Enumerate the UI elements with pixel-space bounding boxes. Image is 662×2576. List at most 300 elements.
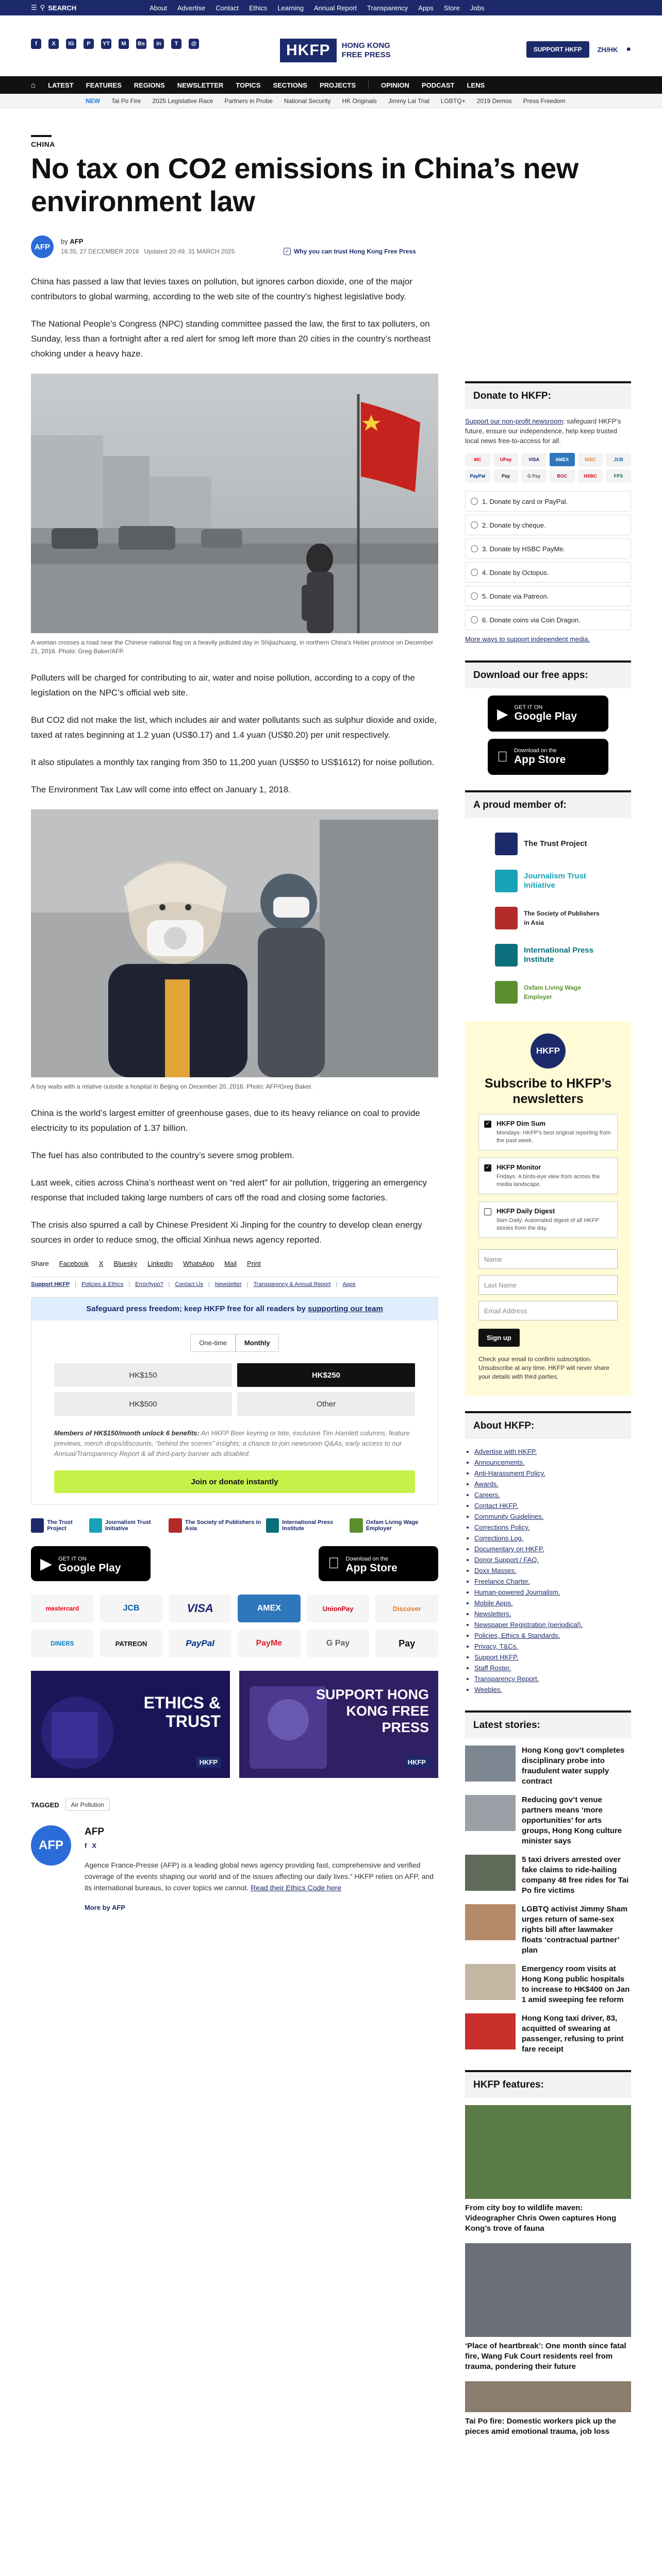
article-category[interactable]: CHINA — [31, 140, 55, 148]
newsletter-option-dim-sum[interactable] — [478, 1114, 618, 1150]
about-link[interactable]: • Donor Support / FAQ. — [474, 1554, 631, 1565]
article-body — [31, 274, 438, 1928]
latest-story[interactable] — [465, 1964, 631, 2005]
story-title: LGBTQ activist Jimmy Sham urges return of same-sex rights bill after lawmaker floats ‘contractual partner’ plan — [522, 1905, 628, 1955]
about-link[interactable]: • Newsletters. — [474, 1608, 631, 1619]
share-label: Share — [31, 1260, 49, 1267]
nav-divider — [368, 81, 369, 89]
jti-logo[interactable] — [89, 1518, 169, 1533]
sidebar — [465, 381, 631, 2446]
donate-option-cheque[interactable] — [465, 515, 631, 535]
trending-item[interactable]: HK Originals — [342, 97, 377, 105]
donate-options — [465, 491, 631, 630]
story-thumbnail — [465, 1855, 516, 1891]
author-name[interactable]: AFP — [70, 238, 84, 245]
apple-icon — [328, 1555, 340, 1572]
about-link[interactable]: • Advertise with HKFP. — [474, 1446, 631, 1457]
youtube-icon[interactable]: YT — [101, 39, 111, 49]
about-link[interactable]: • Community Guidelines. — [474, 1511, 631, 1522]
about-link[interactable]: • Corrections Log. — [474, 1533, 631, 1544]
threads-icon[interactable]: P — [84, 39, 94, 49]
logo-line-2: FREE PRESS — [341, 50, 391, 59]
nav-item-sections[interactable]: SECTIONS — [273, 81, 307, 89]
share-bar — [31, 1260, 438, 1267]
mastercard-icon: mastercard — [31, 1595, 94, 1622]
author-social — [85, 1842, 96, 1850]
logo-label: Oxfam Living Wage Employer — [366, 1519, 419, 1532]
nav-item-podcast[interactable]: PODCAST — [421, 81, 455, 89]
author-line — [61, 238, 83, 245]
app-badges — [31, 1546, 438, 1581]
separator: | — [168, 1281, 170, 1287]
about-link[interactable]: • Mobile Apps. — [474, 1598, 631, 1608]
newsletter-option-daily-digest[interactable] — [478, 1201, 618, 1238]
donate-intro-text: : safeguard HKFP’s future, ensure our independence, help keep trusted local news free-to-access for all. — [465, 417, 621, 445]
support-hkfp-banner[interactable] — [239, 1671, 438, 1778]
separator: | — [75, 1281, 77, 1287]
article-paragraph: The fuel has also contributed to the country’s severe smog problem. — [31, 1150, 294, 1160]
donate-option-label: 1. Donate by card or PayPal. — [482, 497, 568, 505]
nav-item-newsletter[interactable]: NEWSLETTER — [177, 81, 224, 89]
checkbox-icon[interactable] — [484, 1208, 491, 1215]
feature-title: ‘Place of heartbreak’: One month since fatal fire, Wang Fuk Court residents reel from trauma, pondering their future — [465, 2342, 626, 2371]
article-paragraph: The National People’s Congress (NPC) standing committee passed the law, the first to tax polluters, on Sunday, less than a fortnight after a red alert for smog left more than 20 cities in the country’s northeast choking under a heavy haze. — [31, 319, 431, 359]
top-utility-bar — [0, 0, 662, 15]
jcb-icon: JCB — [606, 453, 631, 466]
mastercard-icon: MC — [465, 453, 490, 466]
tag-air-pollution[interactable]: Air Pollution — [65, 1799, 110, 1811]
feature-story[interactable] — [465, 2381, 631, 2437]
newsletter-option-title: HKFP Dim Sum — [496, 1120, 546, 1127]
newsletter-title: Subscribe to HKFP’s newsletters — [484, 1076, 612, 1106]
member-name: The Society of Publishers in Asia — [524, 910, 600, 926]
ipi-icon — [495, 944, 518, 967]
donate-option-label: 6. Donate coins via Coin Dragon. — [482, 616, 581, 624]
sopa-icon — [169, 1518, 181, 1533]
newsletter-option-title: HKFP Daily Digest — [496, 1207, 555, 1215]
radio-icon — [471, 569, 478, 576]
utility-link[interactable]: Transparency — [367, 4, 408, 12]
nav-item-opinion[interactable]: OPINION — [381, 81, 409, 89]
first-name-field[interactable]: Name — [478, 1249, 618, 1269]
sign-up-button[interactable]: Sign up — [478, 1329, 520, 1347]
instagram-icon[interactable]: IG — [66, 39, 76, 49]
ethics-trust-banner[interactable] — [31, 1671, 230, 1778]
about-link[interactable]: • Newspaper Registration (periodical). — [474, 1619, 631, 1630]
published-date: 16:35, 27 DECEMBER 2016 — [61, 248, 139, 255]
trending-item[interactable]: LGBTQ+ — [440, 97, 466, 105]
latest-story[interactable] — [465, 1904, 631, 1956]
feature-image — [465, 2105, 631, 2199]
logo-label: The Society of Publishers in Asia — [185, 1519, 261, 1532]
footer-link[interactable]: Error/typo? — [135, 1281, 163, 1287]
donate-banner — [31, 1297, 438, 1320]
photo-caption: A boy waits with a relative outside a hospital in Beijing on December 20, 2016. Photo: AFP/Greg Baker. — [31, 1083, 313, 1090]
sidebar-app-store-badge[interactable] — [488, 739, 608, 775]
about-link[interactable]: • Transparency Report. — [474, 1673, 631, 1684]
updated-date: Updated 20:49, 31 MARCH 2025 — [144, 248, 235, 255]
photo-illustration — [31, 809, 438, 1077]
sidebar-heading-members: A proud member of: — [465, 790, 631, 818]
member-benefits-heading: Members of HK$150/month unlock 6 benefits: — [54, 1429, 200, 1437]
search-button[interactable] — [31, 4, 76, 12]
user-icon[interactable]: ● — [626, 45, 631, 54]
trending-item[interactable]: Tai Po Fire — [111, 97, 141, 105]
footer-link[interactable]: Policies & Ethics — [81, 1281, 124, 1287]
about-link[interactable]: • Privacy, T&Cs. — [474, 1641, 631, 1652]
utility-link[interactable]: Advertise — [177, 4, 206, 12]
sidebar-heading-features: HKFP features: — [465, 2070, 631, 2098]
radio-icon — [471, 616, 478, 623]
story-thumbnail — [465, 1904, 516, 1940]
article-paragraph: China is the world’s largest emitter of greenhouse gases, due to its heavy reliance on coal to provide electricity to its population of 1.37 billion. — [31, 1108, 420, 1133]
trending-bar — [0, 94, 662, 108]
trending-item[interactable]: National Security — [284, 97, 331, 105]
sopa-logo[interactable] — [169, 1518, 266, 1533]
by-label: by — [61, 238, 68, 245]
telegram-icon[interactable]: T — [171, 39, 181, 49]
footer-link[interactable]: Transparency & Annual Report — [253, 1281, 331, 1287]
last-name-field[interactable]: Last Name — [478, 1275, 618, 1295]
logo-words — [342, 41, 391, 60]
about-link[interactable]: • Anti-Harassment Policy. — [474, 1468, 631, 1479]
trending-item[interactable]: 2019 Demos — [476, 97, 512, 105]
logo-line-1: HONG KONG — [341, 41, 390, 50]
search-icon: ⚲ — [40, 4, 45, 11]
feature-title: From city boy to wildlife maven: Videographer Chris Owen captures Hong Kong’s trove of fauna — [465, 2204, 617, 2233]
radio-icon — [471, 498, 478, 505]
share-whatsapp-link[interactable]: WhatsApp — [183, 1260, 214, 1267]
newsletter-option-desc: Fridays: A birds-eye view from across the media landscape. — [496, 1174, 600, 1188]
nav-item-features[interactable]: FEATURES — [86, 81, 122, 89]
mastodon-icon[interactable]: M — [119, 39, 129, 49]
x-icon[interactable]: X — [92, 1842, 97, 1850]
google-pay-icon: G Pay — [307, 1630, 370, 1657]
radio-icon — [471, 545, 478, 552]
footer-link[interactable]: Support HKFP — [31, 1281, 70, 1287]
logo-label: Journalism Trust Initiative — [105, 1519, 151, 1532]
sidebar-payment-icons — [465, 453, 631, 483]
donate-option-payme[interactable] — [465, 538, 631, 559]
new-badge: NEW — [86, 97, 100, 105]
nav-item-lens[interactable]: LENS — [467, 81, 485, 89]
member-benefits — [54, 1428, 415, 1459]
frequency-monthly[interactable]: Monthly — [236, 1334, 279, 1352]
email-icon[interactable]: @ — [189, 39, 199, 49]
site-logo[interactable] — [280, 36, 391, 65]
membership-logos — [31, 1518, 438, 1533]
donate-option-label: 3. Donate by HSBC PayMe. — [482, 545, 566, 553]
sidebar-heading-latest: Latest stories: — [465, 1710, 631, 1738]
story-thumbnail — [465, 2013, 516, 2049]
about-link[interactable]: • Freelance Charter. — [474, 1576, 631, 1587]
discover-icon: DISC — [578, 453, 603, 466]
unionpay-icon: UnionPay — [307, 1595, 370, 1622]
donate-option-label: 5. Donate via Patreon. — [482, 592, 549, 600]
more-ways-link[interactable]: More ways to support independent media. — [465, 635, 590, 643]
separator: | — [336, 1281, 338, 1287]
facebook-icon[interactable]: f — [85, 1842, 87, 1850]
donate-intro — [465, 416, 631, 446]
author-bio-text: Agence France-Presse (AFP) is a leading global news agency providing fast, comprehensive and verified coverage of the events shaping our world and of the issues affecting our daily lives.” HKFP relies on AFP, and its international bureaus, to cover topics we cannot. — [85, 1861, 434, 1892]
author-bio — [85, 1859, 438, 1893]
latest-story[interactable] — [465, 1795, 631, 1846]
share-mail-link[interactable]: Mail — [224, 1260, 237, 1267]
newsletter-note: Check your email to confirm subscription. Unsubscribe at any time. HKFP will never share your details with third parties. — [478, 1355, 609, 1380]
radio-icon — [471, 592, 478, 600]
promo-logo: HKFP — [405, 1757, 429, 1768]
google-play-badge[interactable] — [31, 1546, 151, 1581]
payme-icon: PayMe — [238, 1630, 301, 1657]
author-box — [31, 1825, 438, 1928]
member-name: The Trust Project — [524, 839, 587, 848]
hsbc-icon: HSBC — [578, 469, 603, 483]
sopa-icon — [495, 907, 518, 929]
newsletter-option-title: HKFP Monitor — [496, 1163, 541, 1171]
promo-title: SUPPORT HONG KONG FREE PRESS — [316, 1687, 429, 1735]
photo-caption: A woman crosses a road near the Chinese national flag on a heavily polluted day in Shijiazhuang, in northern China’s Hebei province on December 21, 2016. Photo: Greg Baker/AFP. — [31, 639, 434, 655]
trust-project-logo[interactable] — [31, 1518, 89, 1533]
trending-item[interactable]: 2025 Legislative Race — [152, 97, 213, 105]
trending-item[interactable]: Partners in Probe — [224, 97, 273, 105]
author-box-name[interactable]: AFP — [85, 1826, 104, 1837]
utility-links — [150, 0, 484, 15]
logo-mark: HKFP — [280, 39, 337, 62]
about-link[interactable]: • Weebles. — [474, 1684, 631, 1695]
unionpay-icon: UPay — [493, 453, 519, 466]
checkbox-checked-icon[interactable]: ✓ — [484, 1164, 491, 1172]
member-trust-project[interactable] — [465, 825, 631, 862]
article-dates — [61, 248, 235, 255]
radio-icon — [471, 521, 478, 529]
article-paragraph: The crisis also spurred a call by Chinese President Xi Jinping for the country to develop clean energy sources in order to reduce smog, the official Xinhua news agency reported. — [31, 1220, 422, 1245]
non-profit-link[interactable]: Support our non-profit newsroom — [465, 417, 564, 425]
google-pay-icon: G Pay — [521, 469, 547, 483]
member-benefits-text: An HKFP Beer keyring or tote, exclusive Tim Hamlett columns, feature previews, merch drops/discounts, “behind the scenes” insights; a chance to join newsroom Q&As, early access to our Annual/Transparency Report & all third-party banner ads disabled. — [54, 1429, 410, 1458]
trust-project-icon — [495, 833, 518, 855]
sidebar-heading-about: About HKFP: — [465, 1411, 631, 1439]
feature-title: Tai Po fire: Domestic workers pick up the pieces amid emotional trauma, job loss — [465, 2417, 617, 2436]
author-box-avatar[interactable]: AFP — [31, 1825, 71, 1866]
jti-icon — [89, 1518, 102, 1533]
about-link[interactable]: • Awards. — [474, 1479, 631, 1489]
feature-story[interactable] — [465, 2105, 631, 2234]
trending-item[interactable]: Press Freedom — [523, 97, 566, 105]
about-link[interactable]: • Corrections Policy. — [474, 1522, 631, 1533]
latest-story[interactable] — [465, 1745, 631, 1787]
bluesky-icon[interactable]: Bs — [136, 39, 146, 49]
story-thumbnail — [465, 1964, 516, 2000]
google-play-icon: ▶ — [497, 705, 508, 722]
email-field[interactable]: Email Address — [478, 1301, 618, 1320]
utility-link[interactable]: Ethics — [249, 4, 268, 12]
main-navigation — [0, 76, 662, 94]
donate-option-label: 2. Donate by cheque. — [482, 521, 546, 529]
checkmark-icon: ✓ — [284, 248, 291, 255]
amount-option-other[interactable]: Other — [237, 1392, 415, 1416]
header-actions — [526, 41, 631, 58]
nav-item-regions[interactable]: REGIONS — [134, 81, 165, 89]
apple-icon — [497, 749, 508, 765]
about-link[interactable]: • Careers. — [474, 1489, 631, 1500]
utility-link[interactable]: Jobs — [470, 4, 485, 12]
badge-text: Download on the App Store — [503, 748, 555, 766]
separator: | — [246, 1281, 249, 1287]
about-link[interactable]: • Doxx Masses. — [474, 1565, 631, 1576]
latest-story[interactable] — [465, 1855, 631, 1896]
separator: | — [128, 1281, 130, 1287]
story-thumbnail — [465, 1795, 516, 1831]
article-paragraph: Polluters will be charged for contributing to air, water and noise pollution, according to a copy of the legislation on the NPC’s official web site. — [31, 673, 415, 698]
logo-label: International Press Institute — [282, 1519, 334, 1532]
support-hkfp-button[interactable]: SUPPORT HKFP — [526, 41, 589, 58]
share-bluesky-link[interactable]: Bluesky — [113, 1260, 137, 1267]
utility-link[interactable]: Store — [443, 4, 460, 12]
donate-option-coin-dragon[interactable] — [465, 609, 631, 630]
feature-image — [465, 2381, 631, 2412]
article-footer-links — [31, 1277, 438, 1287]
promo-title: ETHICS & TRUST — [143, 1693, 221, 1731]
footer-link[interactable]: Contact Us — [175, 1281, 203, 1287]
donate-option-patreon[interactable] — [465, 586, 631, 606]
patreon-icon: PATREON — [100, 1630, 163, 1657]
oxfam-icon — [495, 981, 518, 1004]
sidebar-google-play-badge[interactable] — [488, 696, 608, 732]
jcb-icon: JCB — [100, 1595, 163, 1622]
member-name: Journalism Trust Initiative — [524, 872, 586, 890]
separator: | — [208, 1281, 210, 1287]
promo-banners — [31, 1671, 438, 1778]
story-title: Emergency room visits at Hong Kong public hospitals to increase to HK$400 on Jan 1 amid sweeping fee reform — [522, 1964, 630, 2004]
x-icon[interactable]: X — [48, 39, 59, 49]
badge-text: GET IT ON Google Play — [58, 1556, 121, 1574]
nav-item-topics[interactable]: TOPICS — [236, 81, 261, 89]
promo-logo: HKFP — [196, 1757, 221, 1768]
share-linkedin-link[interactable]: LinkedIn — [147, 1260, 173, 1267]
fps-icon: FPS — [606, 469, 631, 483]
language-switch[interactable]: ZH/HK — [597, 45, 618, 54]
article-paragraph: It also stipulates a monthly tax ranging from 350 to 11,200 yuan (US$50 to US$1612) for noise pollution. — [31, 757, 435, 767]
donate-banner-text: Safeguard press freedom; keep HKFP free for all readers by — [86, 1304, 308, 1313]
nav-item-projects[interactable]: PROJECTS — [319, 81, 356, 89]
about-link[interactable]: • Support HKFP. — [474, 1652, 631, 1663]
about-links — [465, 1446, 631, 1695]
utility-link[interactable]: Learning — [277, 4, 304, 12]
jti-icon — [495, 870, 518, 892]
badge-text: Download on the App Store — [334, 1556, 386, 1574]
trending-item[interactable]: Jimmy Lai Trial — [388, 97, 429, 105]
visa-icon: VISA — [521, 453, 547, 466]
home-icon[interactable]: ⌂ — [31, 80, 36, 90]
paypal-icon: PayPal — [465, 469, 490, 483]
story-thumbnail — [465, 1745, 516, 1782]
about-link[interactable]: • Announcements. — [474, 1457, 631, 1468]
about-link[interactable]: • Documentary on HKFP. — [474, 1544, 631, 1554]
checkbox-checked-icon[interactable]: ✓ — [484, 1121, 491, 1128]
member-ipi[interactable] — [465, 937, 631, 974]
latest-story[interactable] — [465, 2013, 631, 2055]
about-link[interactable]: • Policies, Ethics & Standards. — [474, 1630, 631, 1641]
amount-options — [54, 1363, 415, 1416]
story-title: 5 taxi drivers arrested over fake claims to ride-hailing company 48 free rides for Tai Po fire victims — [522, 1855, 629, 1895]
payment-methods — [31, 1595, 438, 1657]
member-sopa[interactable] — [465, 900, 631, 937]
sidebar-heading-donate: Donate to HKFP: — [465, 381, 631, 409]
amount-option[interactable]: HK$500 — [54, 1392, 232, 1416]
tags-row — [31, 1799, 438, 1811]
share-facebook-link[interactable]: Facebook — [59, 1260, 89, 1267]
discover-icon: Discover — [375, 1595, 438, 1622]
footer-link[interactable]: Newsletter — [214, 1281, 242, 1287]
sidebar-heading-apps: Download our free apps: — [465, 660, 631, 688]
diners-icon: DINERS — [31, 1630, 94, 1657]
ipi-logo[interactable] — [266, 1518, 350, 1533]
utility-link[interactable]: Apps — [418, 4, 434, 12]
more-by-author-link[interactable]: More by AFP — [85, 1904, 125, 1911]
search-label: SEARCH — [48, 4, 77, 12]
about-link[interactable]: • Contact HKFP. — [474, 1500, 631, 1511]
ethics-code-link[interactable]: Read their Ethics Code here — [251, 1884, 342, 1892]
about-link[interactable]: • Staff Roster. — [474, 1663, 631, 1673]
utility-link[interactable]: About — [150, 4, 167, 12]
photo-illustration — [31, 374, 438, 633]
donate-option-octopus[interactable] — [465, 562, 631, 583]
tagged-label: TAGGED — [31, 1801, 59, 1809]
newsletter-option-desc: Mondays: HKFP’s best original reporting from the past week. — [496, 1130, 611, 1144]
donate-option-card[interactable] — [465, 491, 631, 512]
member-jti[interactable] — [465, 862, 631, 900]
visa-icon: VISA — [169, 1595, 231, 1622]
newsletter-signup — [465, 1021, 631, 1396]
apple-pay-icon: Pay — [493, 469, 519, 483]
member-name: Oxfam Living Wage Employer — [524, 984, 581, 1001]
utility-link[interactable]: Contact — [216, 4, 239, 12]
oxfam-logo[interactable] — [350, 1518, 438, 1533]
nav-item-latest[interactable]: LATEST — [48, 81, 74, 89]
member-oxfam[interactable] — [465, 974, 631, 1011]
donate-banner-link[interactable]: supporting our team — [308, 1304, 383, 1313]
about-link[interactable]: • Human-powered Journalism. — [474, 1587, 631, 1598]
social-links — [31, 39, 199, 49]
trust-link[interactable] — [284, 248, 416, 255]
facebook-icon[interactable]: f — [31, 39, 41, 49]
article-paragraph: The Environment Tax Law will come into effect on January 1, 2018. — [31, 785, 291, 794]
story-title: Hong Kong taxi driver, 83, acquitted of swearing at passenger, refusing to print fare receipt — [522, 2014, 624, 2054]
article-photo-smog-street — [31, 374, 438, 633]
utility-link[interactable]: Annual Report — [314, 4, 357, 12]
frequency-toggle — [31, 1334, 438, 1352]
frequency-one-time[interactable]: One-time — [190, 1334, 235, 1352]
newsletter-option-desc: 9am Daily: Automated digest of all HKFP stories from the day. — [496, 1217, 599, 1231]
share-print-link[interactable]: Print — [246, 1260, 261, 1267]
amount-option[interactable]: HK$150 — [54, 1363, 232, 1387]
story-title: Hong Kong gov’t completes disciplinary probe into fraudulent water supply contract — [522, 1746, 625, 1786]
ipi-icon — [266, 1518, 279, 1533]
feature-story[interactable] — [465, 2243, 631, 2372]
app-store-badge[interactable] — [319, 1546, 438, 1581]
linkedin-icon[interactable]: in — [154, 39, 164, 49]
feature-image — [465, 2243, 631, 2337]
paypal-icon: PayPal — [169, 1630, 231, 1657]
article-byline — [31, 235, 629, 259]
amount-option-selected[interactable]: HK$250 — [237, 1363, 415, 1387]
join-donate-button[interactable]: Join or donate instantly — [54, 1470, 415, 1493]
share-x-link[interactable]: X — [98, 1260, 104, 1267]
footer-link[interactable]: Apps — [342, 1281, 356, 1287]
trust-project-icon — [31, 1518, 44, 1533]
author-avatar[interactable]: AFP — [31, 235, 54, 258]
newsletter-option-monitor[interactable] — [478, 1158, 618, 1194]
